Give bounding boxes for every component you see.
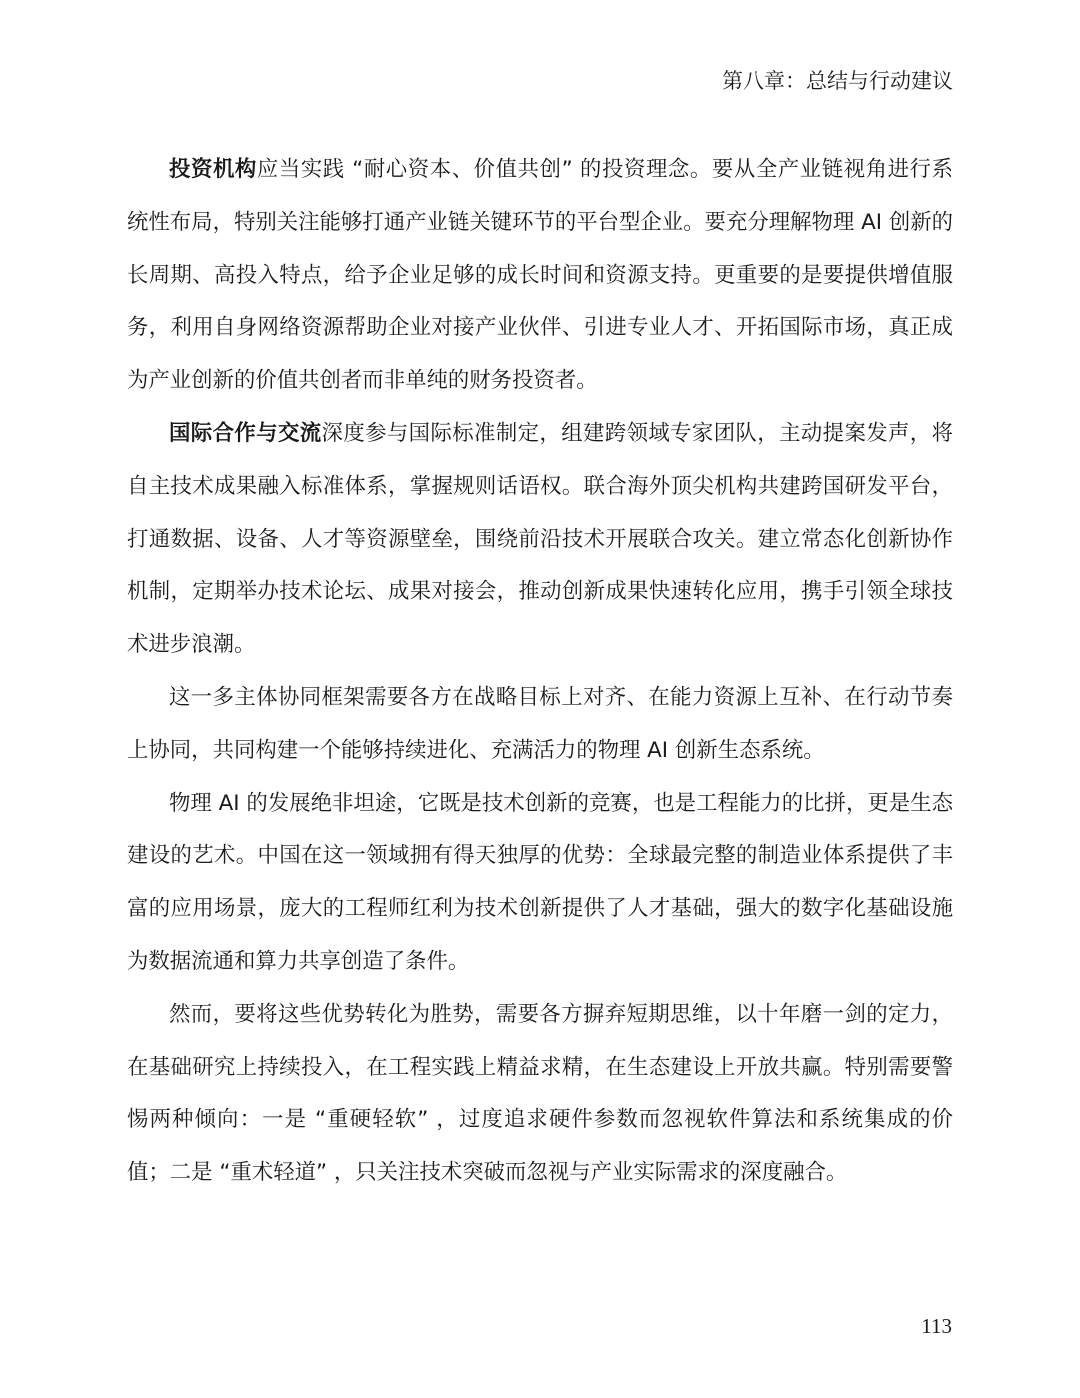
- paragraph-china-advantages: [127, 778, 953, 989]
- paragraph-international-cooperation: [127, 408, 953, 672]
- paragraph-text: 深度参与国际标准制定，组建跨领域专家团队，主动提案发声，将自主技术成果融入标准体系，掌握规则话语权。联合海外顶尖机构共建跨国研发平台，打通数据、设备、人才等资源壁垒，围绕前沿技术开展联合攻关。建立常态化创新协作机制，定期举办技术论坛、成果对接会，推动创新成果快速转化应用，携手引领全球技术进步浪潮。: [127, 420, 953, 658]
- paragraph-text: 然而，要将这些优势转化为胜势，需要各方摒弃短期思维，以十年磨一剑的定力，在基础研究上持续投入，在工程实践上精益求精，在生态建设上开放共赢。特别需要警惕两种倾向：一是 “重硬轻软” ，过度追求硬件参数而忽视软件算法和系统集成的价值；二是 “重术轻道” ，只关注技术突破而忽视与产业实际需求的深度融合。: [127, 1001, 953, 1186]
- paragraph-lead: 国际合作与交流: [169, 420, 322, 446]
- page-number: 113: [921, 1314, 952, 1338]
- running-header: 第八章：总结与行动建议: [722, 69, 953, 93]
- paragraph-tendencies-warning: [127, 989, 953, 1200]
- paragraph-investment-institutions: [127, 144, 953, 408]
- paragraph-text: 物理 AI 的发展绝非坦途，它既是技术创新的竞赛，也是工程能力的比拼，更是生态建设的艺术。中国在这一领域拥有得天独厚的优势：全球最完整的制造业体系提供了丰富的应用场景，庞大的工程师红利为技术创新提供了人才基础，强大的数字化基础设施为数据流通和算力共享创造了条件。: [127, 790, 953, 974]
- paragraph-text: 这一多主体协同框架需要各方在战略目标上对齐、在能力资源上互补、在行动节奏上协同，共同构建一个能够持续进化、充满活力的物理 AI 创新生态系统。: [127, 684, 953, 763]
- paragraph-collaboration-framework: [127, 672, 953, 778]
- paragraph-text: 应当实践 “耐心资本、价值共创” 的投资理念。要从全产业链视角进行系统性布局，特别关注能够打通产业链关键环节的平台型企业。要充分理解物理 AI 创新的长周期、高投入特点，给予企业足够的成长时间和资源支持。更重要的是要提供增值服务，利用自身网络资源帮助企业对接产业伙伴、引进专业人才、开拓国际市场，真正成为产业创新的价值共创者而非单纯的财务投资者。: [127, 157, 953, 394]
- body-text: [127, 144, 953, 1200]
- paragraph-lead: 投资机构: [169, 157, 257, 182]
